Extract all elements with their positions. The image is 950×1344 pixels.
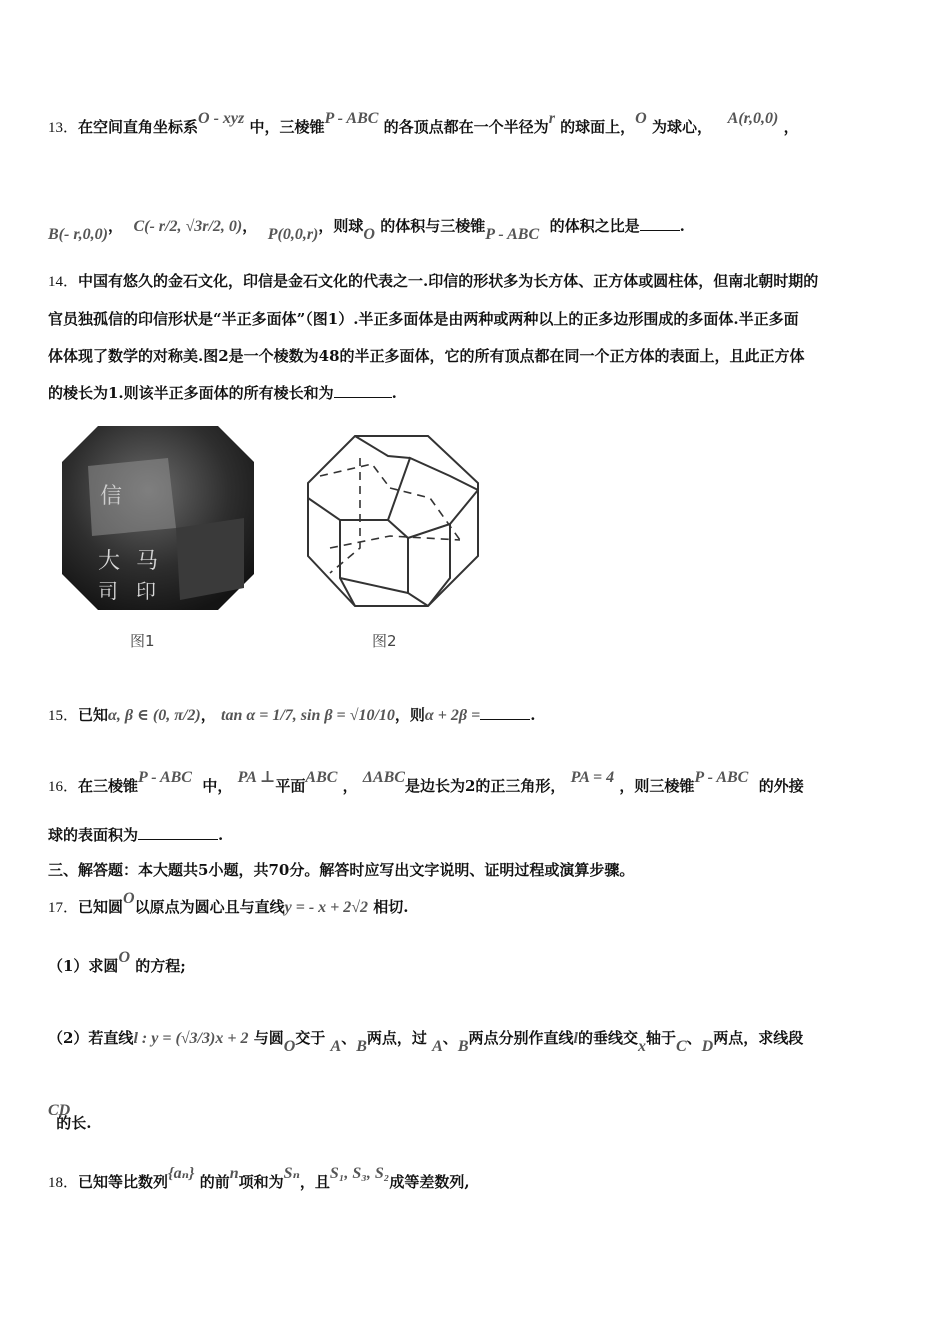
- svg-text:信: 信: [100, 484, 123, 509]
- q16-line1: 16．在三棱锥P - ABC 中， PA ⊥平面ABC ， ΔABC是边长为2的正三角形， PA = 4 ，则三棱锥P - ABC 的外接: [48, 769, 804, 795]
- q14-paragraph: 14．中国有悠久的金石文化，印信是金石文化的代表之一.印信的形状多为长方体、正方体或圆柱体，但南北朝时期的 官员独孤信的印信形状是“半正多面体”（图1）.半正多面体是由两种或两种以上的正多边形围成的多面体.半正多面 体体现了数学的对称美.图2是一个棱数为48的半正多面体，它的所有顶点都在同一个正方体的表面上，且此正方体 的棱长为1.则该半正多面体的所有棱长和为 .: [48, 272, 819, 402]
- q13-line1: 13．在空间直角坐标系O - xyz 中，三棱锥P - ABC 的各顶点都在一个半径为r 的球面上，O 为球心， A(r,0,0) ，: [48, 110, 799, 136]
- svg-text:司: 司: [98, 579, 118, 603]
- q17-part2: （2）若直线l : y = (√3/3)x + 2 与圆O交于 A、B两点，过 A、B两点分别作直线l的垂线交x轴于C、D两点，求线段: [48, 1029, 804, 1055]
- q15-line: 15．已知α, β ∈ (0, π/2)， tan α = 1/7, sin β = √10/10，则α + 2β = .: [48, 706, 536, 724]
- answer-blank[interactable]: [138, 825, 218, 840]
- q17-part2-cont: CD的长.: [48, 1102, 92, 1132]
- answer-blank[interactable]: [640, 216, 680, 231]
- svg-text:印: 印: [136, 579, 156, 603]
- q13-line2: B(- r,0,0)， C(- r/2, √3r/2, 0)， P(0,0,r)，则球O 的体积与三棱锥P - ABC 的体积之比是 .: [48, 217, 685, 243]
- q18-line: 18．已知等比数列{aₙ} 的前n项和为Sₙ，且S₁, S₃, S₂成等差数列,: [48, 1165, 470, 1191]
- polyhedron-drawing: [300, 428, 490, 613]
- section-3-header: 三、解答题：本大题共5小题，共70分。解答时应写出文字说明、证明过程或演算步骤。: [48, 861, 635, 879]
- q17-part1: （1）求圆O 的方程;: [48, 949, 186, 975]
- q16-line2: 球的表面积为 .: [48, 826, 224, 844]
- svg-text:大: 大: [98, 549, 121, 574]
- svg-text:马: 马: [136, 549, 159, 574]
- figure-1-caption: 图1: [130, 632, 155, 650]
- figure-2-caption: 图2: [372, 632, 397, 650]
- seal-photo: [58, 418, 258, 618]
- answer-blank[interactable]: [334, 383, 392, 398]
- q17-line: 17．已知圆O以原点为圆心且与直线y = - x + 2√2 相切.: [48, 890, 409, 916]
- answer-blank[interactable]: [480, 705, 530, 720]
